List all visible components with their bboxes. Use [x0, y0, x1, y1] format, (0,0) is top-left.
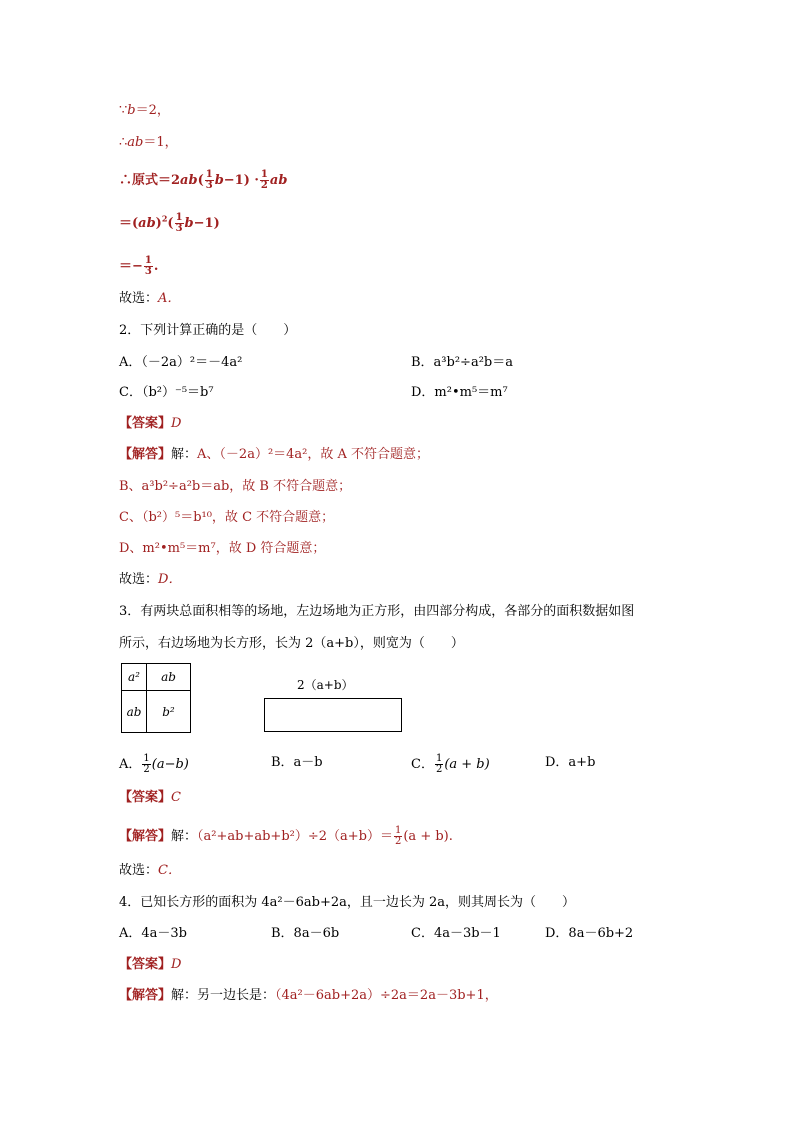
option-c: C．（b²）⁻⁵＝b⁷: [119, 385, 214, 400]
explanation-step: C、（b²）⁵＝b¹⁰，故 C 不符合题意；: [119, 510, 335, 525]
numerator: 1: [394, 825, 402, 836]
numerator: 1: [260, 169, 268, 180]
option-b: B．a－b: [271, 755, 323, 770]
numerator: 1: [175, 212, 183, 223]
variable: b: [127, 103, 136, 118]
solution-line-5: [119, 256, 158, 277]
text: .: [153, 259, 159, 274]
choice-value: A．: [158, 291, 181, 306]
denominator: 2: [435, 764, 443, 775]
explanation-tag: 【解答】: [119, 829, 172, 844]
choice-value: C．: [158, 863, 181, 878]
explanation-tag: 【解答】: [119, 988, 172, 1003]
denominator: 2: [260, 180, 268, 191]
square-area-diagram: [121, 663, 191, 733]
explanation-line: [119, 988, 498, 1004]
question-stem: 4．已知长方形的面积为 4a²－6ab+2a，且一边长为 2a，则其周长为（ ）: [119, 895, 576, 910]
fraction: [142, 754, 150, 775]
denominator: 3: [144, 266, 152, 277]
answer-value: C: [171, 790, 181, 805]
text: 解：: [171, 829, 198, 844]
answer-line: [119, 416, 181, 432]
option-c: [411, 754, 490, 775]
variable: ab: [180, 173, 198, 188]
explanation-line: [119, 447, 429, 463]
option-b: B．8a－6b: [271, 926, 340, 941]
choice-value: D．: [158, 572, 182, 587]
cell-b-squared: b²: [162, 704, 175, 719]
denominator: 2: [143, 764, 150, 775]
numerator: 1: [435, 753, 443, 764]
explanation-line: [119, 826, 453, 847]
option-a: A．4a－3b: [119, 926, 188, 941]
solution-line-4: [119, 213, 220, 234]
cell-ab: ab: [122, 691, 147, 732]
text: (a + b).: [403, 829, 453, 844]
paren: ): [155, 216, 162, 231]
option-d: D．m²•m⁵＝m⁷: [411, 385, 508, 400]
choice-line: [119, 863, 181, 879]
fraction: [144, 256, 153, 277]
denominator: 3: [205, 180, 213, 191]
fraction: [435, 754, 443, 775]
text: 解：另一边长是：: [171, 988, 276, 1003]
denominator: 2: [394, 836, 402, 847]
rectangle-length-label: 2（a+b）: [297, 678, 354, 692]
text: 解：: [171, 447, 198, 462]
explanation-tag: 【解答】: [119, 447, 172, 462]
question-stem: 所示，右边场地为长方形，长为 2（a+b），则宽为（ ）: [119, 636, 464, 651]
explanation-step: A、（－2a）²＝4a²，故 A 不符合题意；: [197, 447, 430, 462]
choice-label: 故选：: [119, 863, 159, 878]
text: ∴原式＝2: [119, 173, 181, 188]
cell-a-squared: a²: [122, 664, 147, 691]
numerator: 1: [205, 169, 213, 180]
choice-label: 故选：: [119, 291, 159, 306]
explanation-step: B、a³b²÷a²b＝ab，故 B 不符合题意；: [119, 479, 352, 494]
option-d: D．a+b: [545, 755, 596, 770]
fraction: [205, 170, 214, 191]
rectangle-diagram: [264, 698, 402, 732]
variable: ab: [269, 173, 288, 188]
variable: ab: [127, 135, 144, 150]
choice-label: 故选：: [119, 572, 159, 587]
paren: (: [167, 216, 174, 231]
answer-value: D: [171, 416, 182, 431]
text: −1) ·: [223, 173, 259, 188]
variable: b: [214, 173, 224, 188]
cell-ab: ab: [147, 664, 190, 691]
therefore-symbol: ∴: [119, 135, 128, 150]
text: ＝(: [119, 216, 139, 231]
answer-tag: 【答案】: [119, 416, 172, 431]
solution-line-3: [119, 170, 287, 191]
question-stem: 3．有两块总面积相等的场地，左边场地为正方形，由四部分构成，各部分的面积数据如图: [119, 604, 635, 619]
text: −1): [193, 216, 220, 231]
variable: b: [184, 216, 194, 231]
because-symbol: ∵: [119, 103, 128, 118]
option-d: D．8a－6b+2: [545, 926, 634, 941]
option-b: B．a³b²÷a²b＝a: [411, 355, 513, 370]
option-label: C．: [411, 757, 434, 772]
answer-line: [119, 957, 181, 973]
variable: ab: [138, 216, 156, 231]
text: (a + b): [444, 757, 490, 772]
numerator: 1: [143, 753, 150, 764]
explanation-step: （4a²－6ab+2a）÷2a＝2a－3b+1，: [275, 988, 498, 1003]
denominator: 3: [175, 223, 183, 234]
option-a: A．（－2a）²＝－4a²: [119, 355, 243, 370]
answer-value: D: [171, 957, 182, 972]
answer-tag: 【答案】: [119, 957, 172, 972]
solution-line-2: [119, 135, 178, 151]
answer-tag: 【答案】: [119, 790, 172, 805]
choice-line: [119, 572, 181, 588]
explanation-step: （a²+ab+ab+b²）÷2（a+b）＝: [197, 829, 393, 844]
option-label: A．: [119, 757, 142, 772]
fraction: [260, 170, 269, 191]
exponent: 2: [161, 213, 168, 224]
fraction: [394, 826, 402, 847]
explanation-step: D、m²•m⁵＝m⁷，故 D 符合题意；: [119, 541, 326, 556]
text: ＝−: [119, 259, 143, 274]
numerator: 1: [144, 255, 152, 266]
paren: (: [197, 173, 204, 188]
text: ＝1，: [143, 135, 178, 150]
text: ＝2，: [135, 103, 170, 118]
solution-line-1: [119, 103, 170, 119]
text: (a−b): [151, 757, 189, 772]
option-c: C．4a－3b－1: [411, 926, 501, 941]
answer-line: [119, 790, 181, 806]
fraction: [175, 213, 184, 234]
question-stem: 2．下列计算正确的是（ ）: [119, 323, 297, 338]
choice-line: [119, 291, 180, 307]
option-a: [119, 754, 189, 775]
